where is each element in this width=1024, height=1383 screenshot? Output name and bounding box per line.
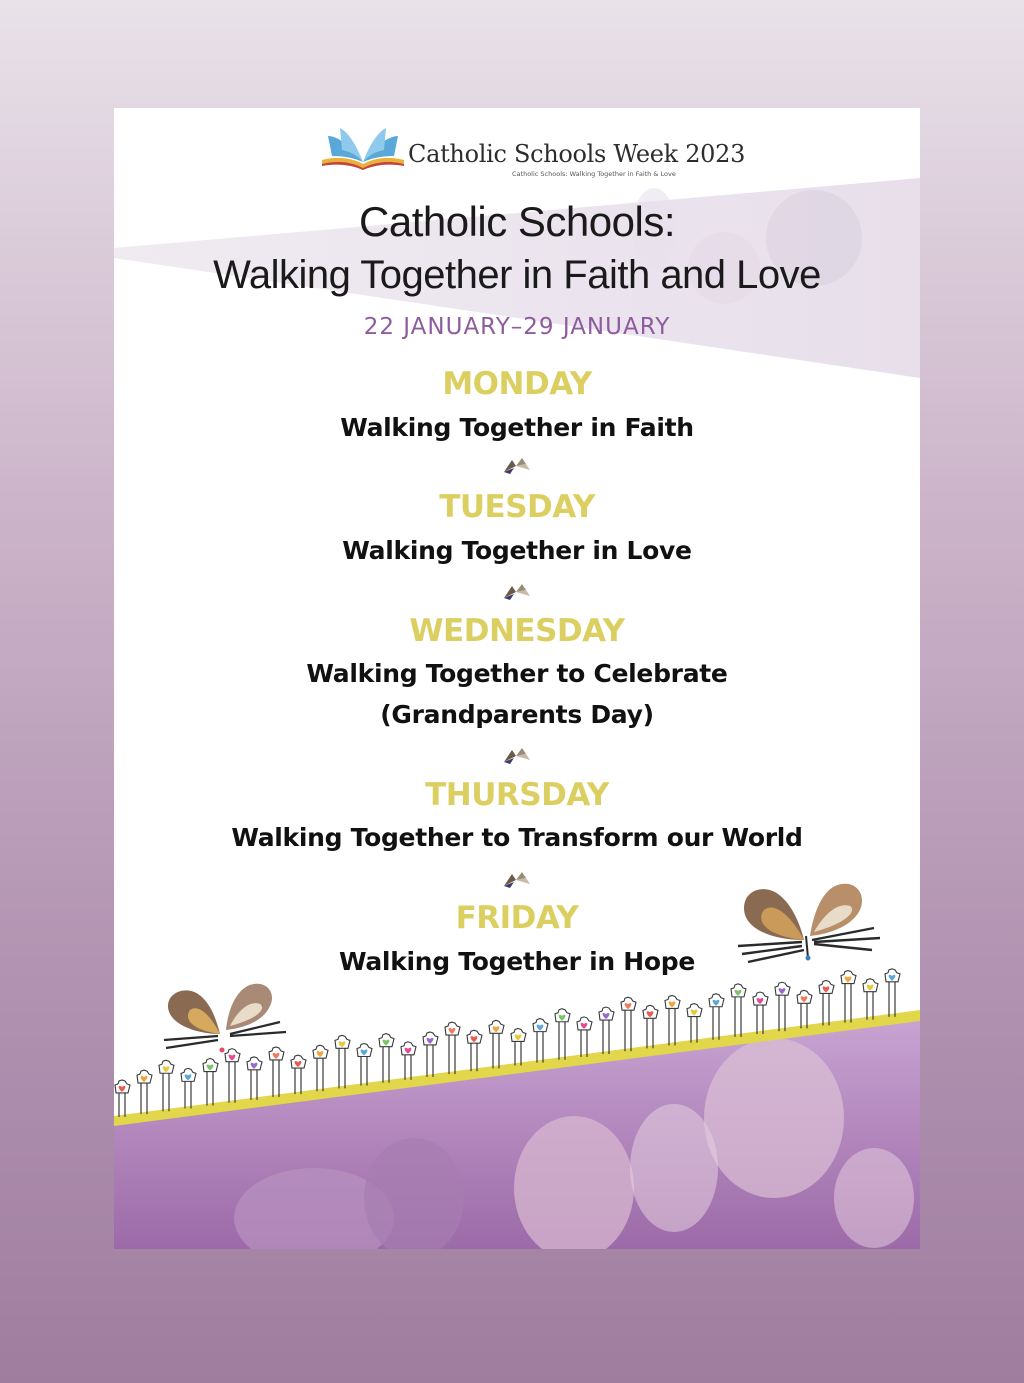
day-theme-tuesday: Walking Together in Love <box>342 536 692 565</box>
headline-line-2: Walking Together in Faith and Love <box>213 253 821 297</box>
raised-hand <box>225 1049 240 1103</box>
raised-hand <box>467 1030 482 1071</box>
raised-hand <box>489 1020 504 1068</box>
butterfly-separator-icon <box>500 870 534 890</box>
raised-hand <box>379 1034 394 1083</box>
raised-hand <box>863 979 878 1020</box>
raised-hand <box>797 990 812 1028</box>
raised-hand <box>423 1032 438 1077</box>
raised-hand <box>555 1009 570 1060</box>
raised-hand <box>335 1035 350 1088</box>
raised-hand <box>753 992 768 1034</box>
raised-hand <box>291 1055 306 1094</box>
day-heading-thursday: THURSDAY <box>425 777 609 813</box>
butterfly-icon <box>734 880 884 966</box>
raised-hand <box>643 1005 658 1048</box>
headline-line-1: Catholic Schools: <box>359 198 675 245</box>
raised-hand <box>181 1068 196 1108</box>
day-theme-wednesday-note: (Grandparents Day) <box>380 700 654 729</box>
butterfly-separator-icon <box>500 746 534 766</box>
raised-hand <box>115 1080 130 1117</box>
day-theme-thursday: Walking Together to Transform our World <box>231 823 803 852</box>
raised-hand <box>885 969 900 1017</box>
raised-hand <box>731 984 746 1037</box>
raised-hand <box>819 980 834 1025</box>
poster <box>114 108 920 1249</box>
raised-hand <box>841 971 856 1023</box>
raised-hand <box>401 1042 416 1080</box>
raised-hand <box>709 994 724 1040</box>
logo-tagline: Catholic Schools: Walking Together in Faith & Love <box>512 170 676 178</box>
day-theme-friday: Walking Together in Hope <box>338 947 696 976</box>
raised-hand <box>247 1057 262 1100</box>
day-heading-monday: MONDAY <box>442 366 592 402</box>
raised-hand <box>599 1007 614 1054</box>
raised-hand <box>137 1070 152 1114</box>
raised-hand <box>445 1022 460 1074</box>
raised-hand <box>159 1060 174 1111</box>
day-theme-monday: Walking Together in Faith <box>340 413 694 442</box>
butterfly-icon <box>160 978 290 1056</box>
day-heading-tuesday: TUESDAY <box>439 489 595 525</box>
raised-hand <box>313 1045 328 1091</box>
raised-hand <box>687 1004 702 1043</box>
day-heading-friday: FRIDAY <box>455 900 579 936</box>
day-theme-wednesday: Walking Together to Celebrate <box>306 659 728 688</box>
logo-title: Catholic Schools Week 2023 <box>408 140 746 168</box>
event-dates: 22 JANUARY–29 JANUARY <box>363 314 671 340</box>
butterfly-separator-icon <box>500 456 534 476</box>
raised-hand <box>621 997 636 1051</box>
raised-hand <box>577 1017 592 1057</box>
open-book-logo-icon <box>320 126 406 170</box>
raised-hand <box>775 982 790 1031</box>
raised-hand <box>533 1019 548 1063</box>
raised-hand <box>665 995 680 1045</box>
butterfly-separator-icon <box>500 582 534 602</box>
day-heading-wednesday: WEDNESDAY <box>409 613 625 649</box>
raised-hand <box>511 1028 526 1065</box>
raised-hand <box>203 1059 218 1106</box>
event-logo <box>320 126 746 182</box>
raised-hand <box>357 1044 372 1086</box>
